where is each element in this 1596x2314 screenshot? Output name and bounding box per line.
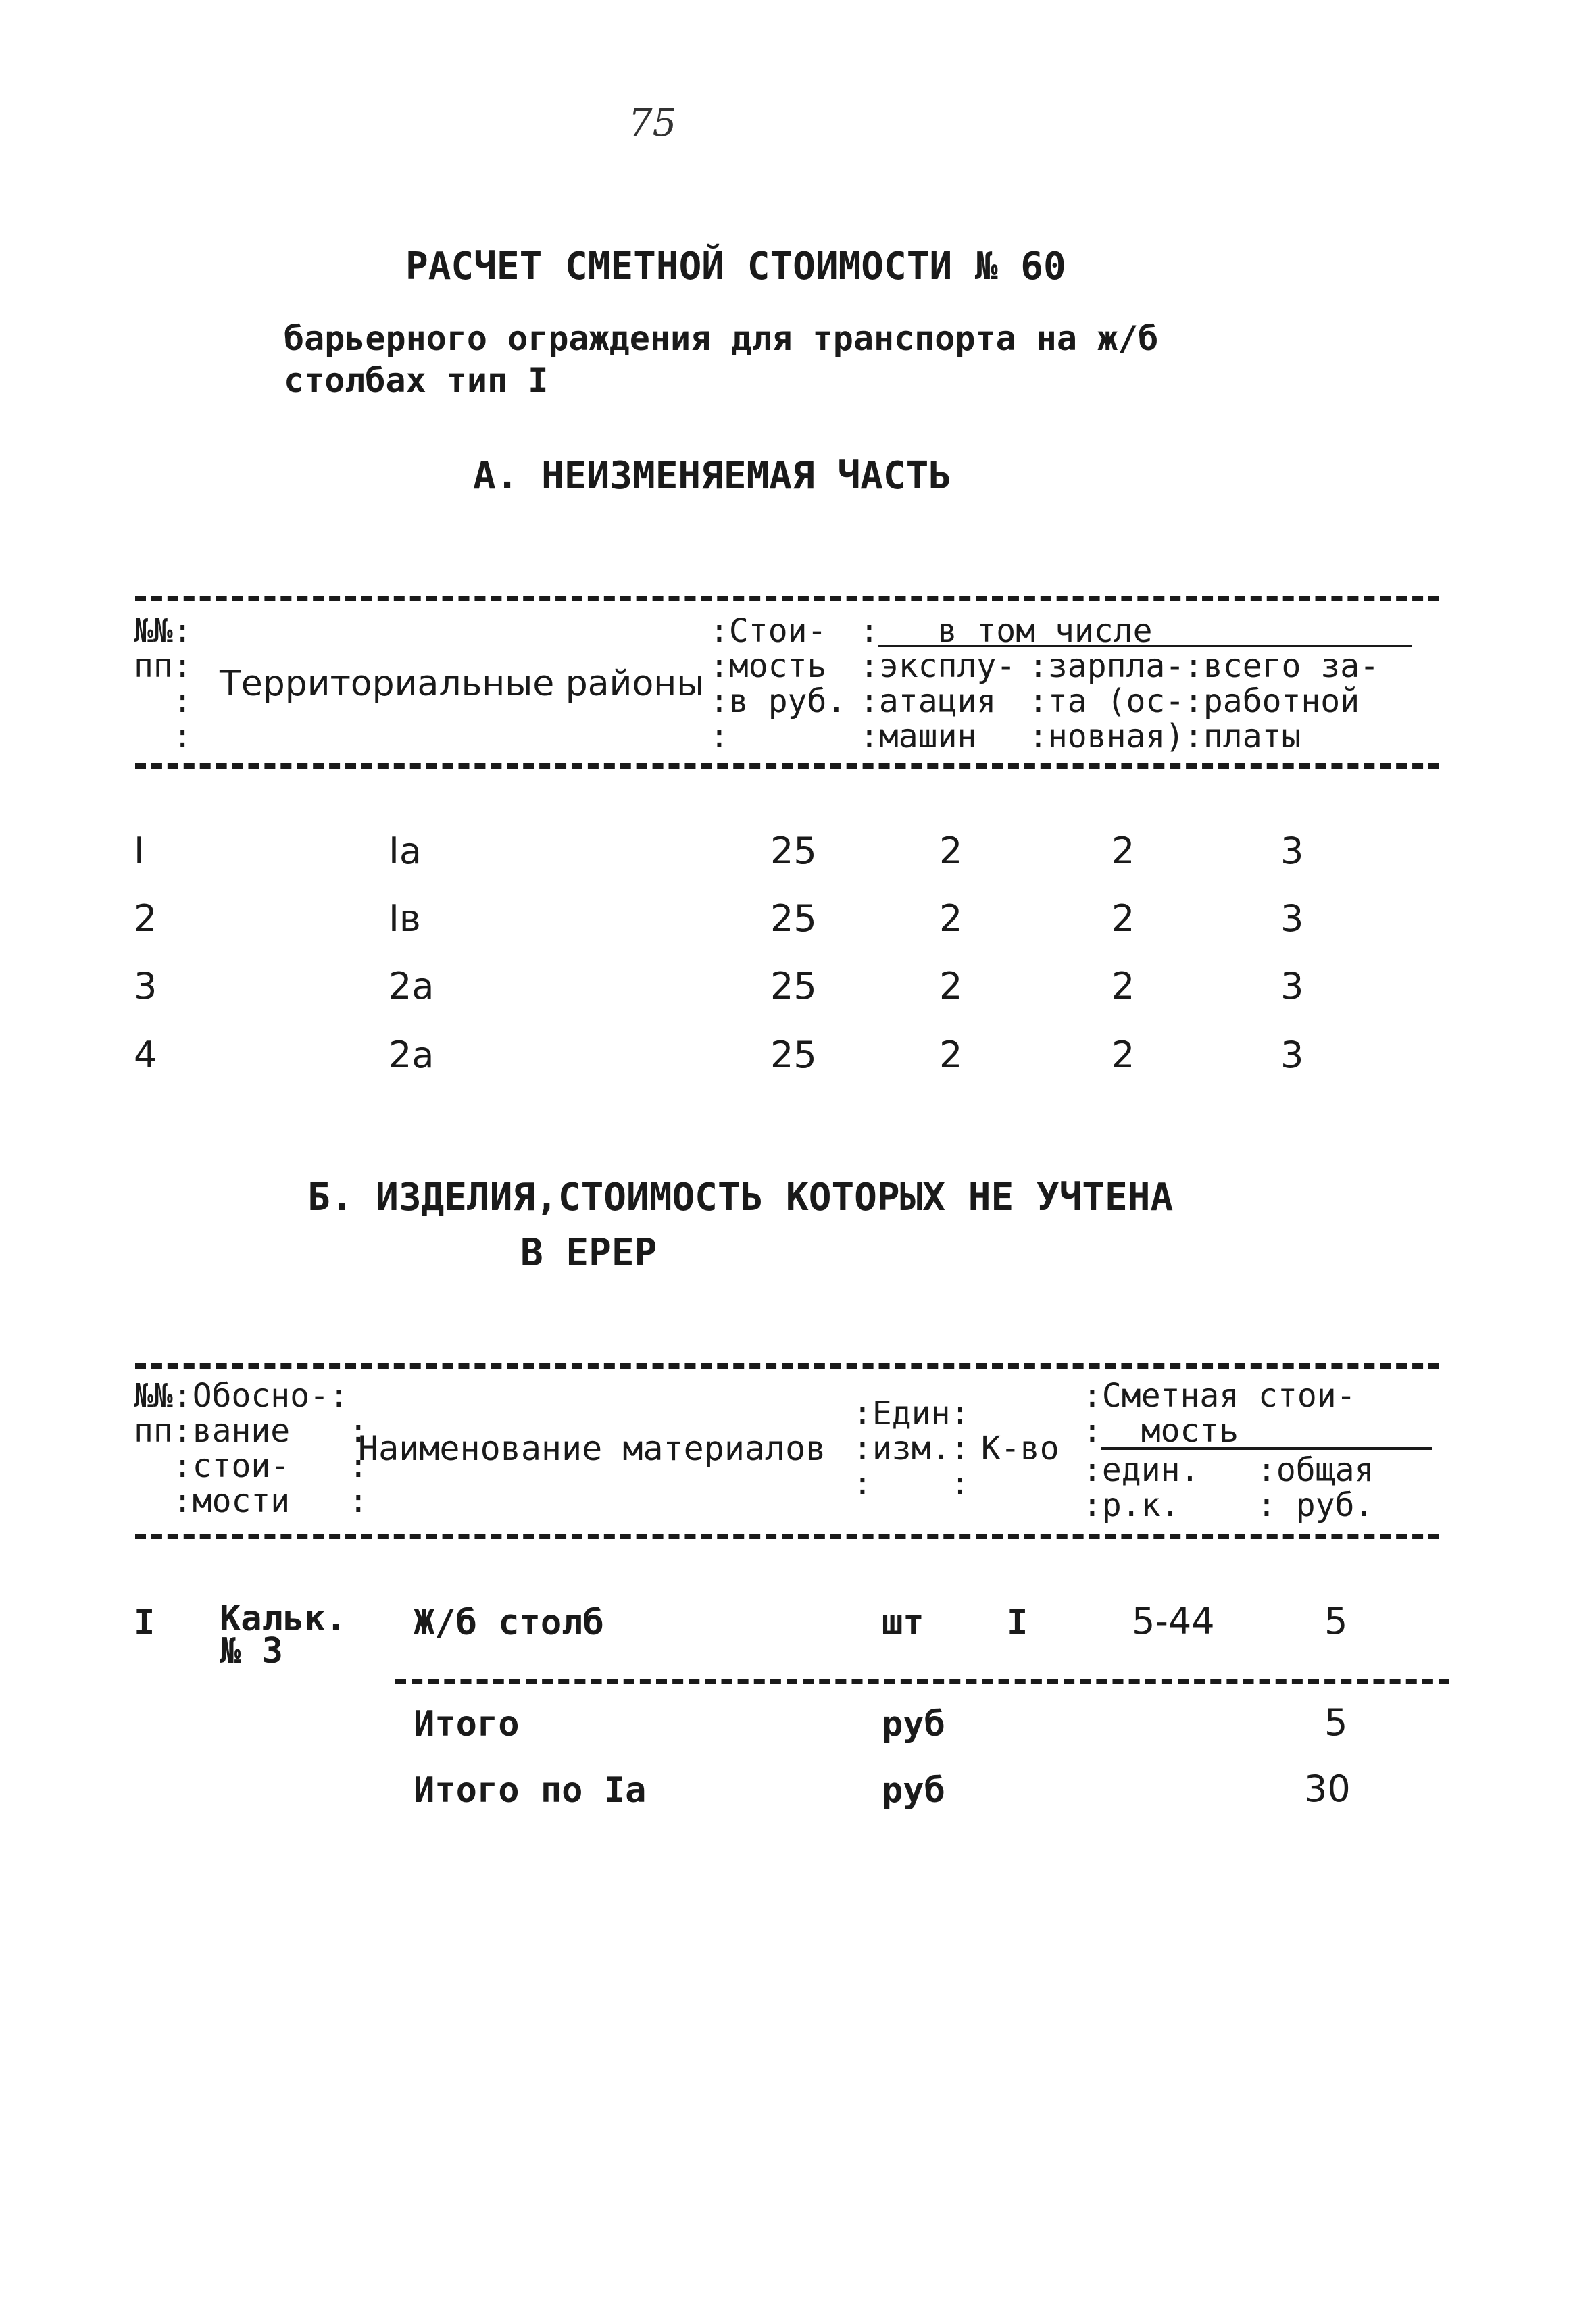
table-a-cell-salary: 2 [1112, 965, 1135, 1007]
table-a-cell-district: Iа [389, 830, 422, 872]
table-b-cell-basis: Кальк. № 3 [220, 1599, 347, 1671]
table-a-cell-salary: 2 [1112, 830, 1135, 872]
table-a-cell-num: 3 [134, 965, 157, 1007]
table-b-header-qty: К-во [981, 1430, 1059, 1467]
table-b-cell-unit: шт [882, 1603, 924, 1643]
table-a-header-district: Территориальные районы [220, 663, 705, 704]
table-b-totals-rule [395, 1679, 1449, 1684]
table-a-cell-num: 4 [134, 1034, 157, 1076]
table-a-cell-machines: 2 [939, 965, 963, 1007]
table-b-total-label: Итого [414, 1704, 520, 1744]
table-a-cell-machines: 2 [939, 830, 963, 872]
table-a-header-cost: :Стои- :мость :в руб. : [709, 612, 847, 755]
table-b-total-label: Итого по Iа [414, 1770, 647, 1811]
section-a-heading: А. НЕИЗМЕНЯЕМАЯ ЧАСТЬ [473, 454, 952, 498]
table-a-cell-total-pay: 3 [1280, 830, 1304, 872]
table-a-cell-num: 2 [134, 897, 157, 940]
table-b-top-rule [135, 1363, 1439, 1369]
page-number: 75 [628, 101, 677, 145]
table-a-header-salary: :зарпла- :та (ос- :новная) [1028, 647, 1185, 755]
table-a-header-machines: :эксплу- :атация :машин [859, 647, 1016, 755]
table-b-cell-material: Ж/б столб [414, 1603, 604, 1643]
table-a-cell-total-pay: 3 [1280, 897, 1304, 940]
table-a-top-rule [135, 596, 1439, 601]
table-a-header-rule [135, 763, 1439, 769]
table-b-cell-total: 5 [1324, 1600, 1348, 1642]
table-b-group-rule [1101, 1447, 1432, 1450]
table-a-header-num: №№: пп: : : [134, 612, 193, 755]
table-b-total-unit: руб [882, 1770, 945, 1811]
table-a-cell-district: 2а [389, 965, 434, 1007]
table-b-total-value: 5 [1324, 1701, 1348, 1744]
table-b-header-num-basis: №№:Обосно-: пп:вание : :стои- : :мости : [134, 1377, 368, 1520]
table-b-header-unit: :Един: :изм.: : : [853, 1394, 970, 1503]
table-a-cell-machines: 2 [939, 1034, 963, 1076]
table-b-header-total: :общая : руб. [1257, 1451, 1374, 1524]
document-title: РАСЧЕТ СМЕТНОЙ СТОИМОСТИ № 60 [405, 245, 1066, 288]
table-a-cell-num: I [134, 830, 145, 872]
table-a-header-group: : в том числе [859, 612, 1153, 650]
table-b-cell-unit-price: 5-44 [1132, 1600, 1215, 1642]
table-a-cell-machines: 2 [939, 897, 963, 940]
table-b-cell-qty: I [1007, 1603, 1028, 1643]
table-b-cell-num: I [134, 1603, 155, 1643]
table-a-cell-district: Iв [389, 897, 421, 940]
table-b-header-unit-price: :един. :р.к. [1082, 1451, 1200, 1524]
table-a-cell-cost: 25 [770, 1034, 817, 1076]
section-b-heading: Б. ИЗДЕЛИЯ,СТОИМОСТЬ КОТОРЫХ НЕ УЧТЕНА [307, 1176, 1174, 1219]
section-b-heading-line2: В ЕРЕР [520, 1231, 657, 1275]
table-a-cell-district: 2а [389, 1034, 434, 1076]
table-a-cell-total-pay: 3 [1280, 965, 1304, 1007]
table-a-cell-total-pay: 3 [1280, 1034, 1304, 1076]
table-b-total-value: 30 [1304, 1767, 1351, 1810]
table-b-header-material: Наименование материалов [358, 1429, 826, 1468]
table-b-header-cost-group: :Сметная стои- : мость [1082, 1377, 1356, 1450]
document-subtitle: барьерного ограждения для транспорта на ж/б столбах тип I [284, 319, 1159, 400]
table-a-cell-salary: 2 [1112, 897, 1135, 940]
table-a-cell-cost: 25 [770, 897, 817, 940]
table-a-header-total-pay: :всего за- :работной :платы [1184, 647, 1379, 755]
table-a-cell-cost: 25 [770, 830, 817, 872]
table-a-cell-salary: 2 [1112, 1034, 1135, 1076]
table-b-total-unit: руб [882, 1704, 945, 1744]
table-b-header-rule [135, 1534, 1439, 1539]
table-a-cell-cost: 25 [770, 965, 817, 1007]
